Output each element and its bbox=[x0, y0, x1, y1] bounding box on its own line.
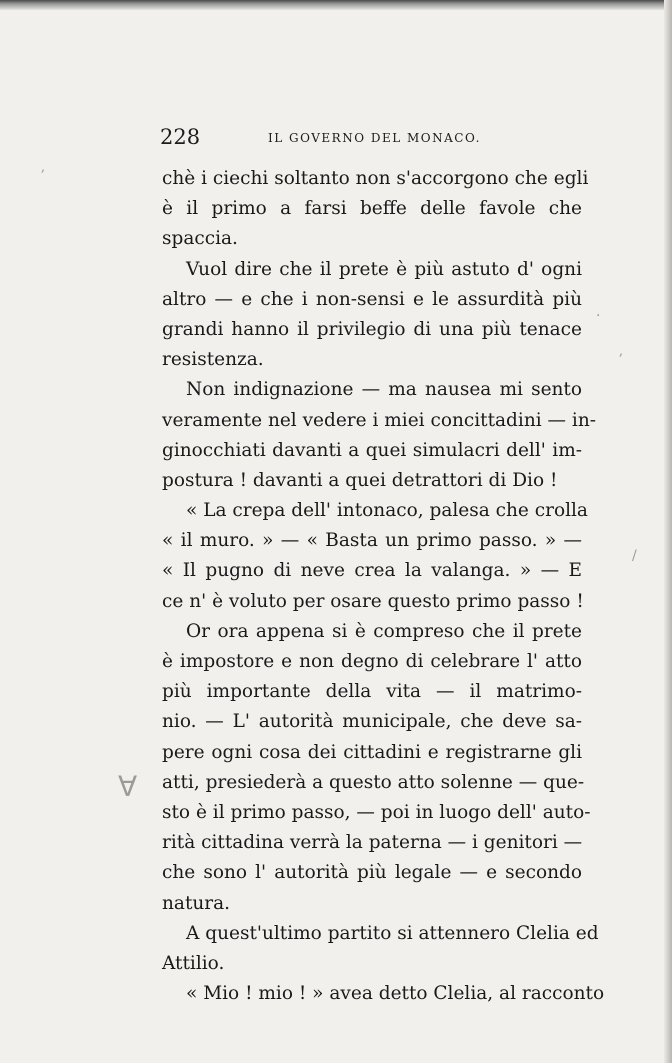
running-title: IL GOVERNO DEL MONACO. bbox=[268, 131, 481, 145]
text-line: grandi hanno il privilegio di una più tenace bbox=[162, 318, 582, 340]
scan-top-edge bbox=[0, 0, 672, 10]
text-line: chè i ciechi soltanto non s'accorgono che egli bbox=[162, 168, 589, 189]
text-line: atti, presiederà a questo atto solenne — que- bbox=[162, 771, 585, 793]
text-line: più importante della vita — il matrimo- bbox=[162, 681, 582, 703]
text-line: « Il pugno di neve crea la valanga. » — E bbox=[162, 560, 582, 582]
scan-speck: ʼ bbox=[40, 168, 45, 184]
text-line: nio. — L' autorità municipale, che deve sa- bbox=[162, 711, 582, 733]
text-line: Or ora appena si è compreso che il prete bbox=[186, 620, 582, 642]
text-line: postura ! davanti a quei detrattori di Dio ! bbox=[162, 469, 558, 491]
text-line: Attilio. bbox=[162, 952, 225, 974]
text-line: Vuol dire che il prete è più astuto d' ogni bbox=[186, 258, 582, 280]
text-line: altro — e che i non-sensi e le assurdità più bbox=[162, 288, 582, 310]
running-head bbox=[160, 122, 580, 152]
page-number: 228 bbox=[160, 125, 201, 149]
body-text bbox=[162, 164, 605, 1009]
scan-speck: ʼ bbox=[618, 352, 623, 368]
text-line: è impostore e non degno di celebrare l' atto bbox=[162, 651, 582, 672]
scan-right-edge bbox=[664, 0, 672, 1063]
text-line: che sono l' autorità più legale — e secondo bbox=[162, 862, 582, 884]
scan-speck: · bbox=[596, 308, 601, 324]
text-line: sto è il primo passo, — poi in luogo dell' auto- bbox=[162, 801, 591, 823]
text-line: resistenza. bbox=[162, 349, 264, 371]
text-line: « il muro. » — « Basta un primo passo. » — bbox=[162, 530, 582, 552]
text-line: veramente nel vedere i miei concittadini — in- bbox=[162, 409, 596, 431]
text-line: « Mio ! mio ! » avea detto Clelia, al racconto bbox=[186, 983, 605, 1005]
text-line: pere ogni cosa dei cittadini e registrarne gli bbox=[162, 741, 582, 763]
text-line: ce n' è voluto per osare questo primo passo ! bbox=[162, 590, 584, 612]
text-line: natura. bbox=[162, 892, 231, 914]
scan-speck: / bbox=[632, 548, 637, 564]
text-line: ginocchiati davanti a quei simulacri dell' im- bbox=[162, 439, 582, 461]
text-line: rità cittadina verrà la paterna — i genitori — bbox=[162, 832, 583, 854]
text-line: A quest'ultimo partito si attennero Clelia ed bbox=[186, 922, 599, 944]
text-line: è il primo a farsi beffe delle favole che bbox=[162, 198, 582, 220]
margin-pencil-mark: ∀ bbox=[118, 770, 138, 803]
text-line: « La crepa dell' intonaco, palesa che crolla bbox=[186, 500, 588, 522]
text-line: spaccia. bbox=[162, 228, 238, 250]
text-line: Non indignazione — ma nausea mi sento bbox=[186, 379, 582, 401]
